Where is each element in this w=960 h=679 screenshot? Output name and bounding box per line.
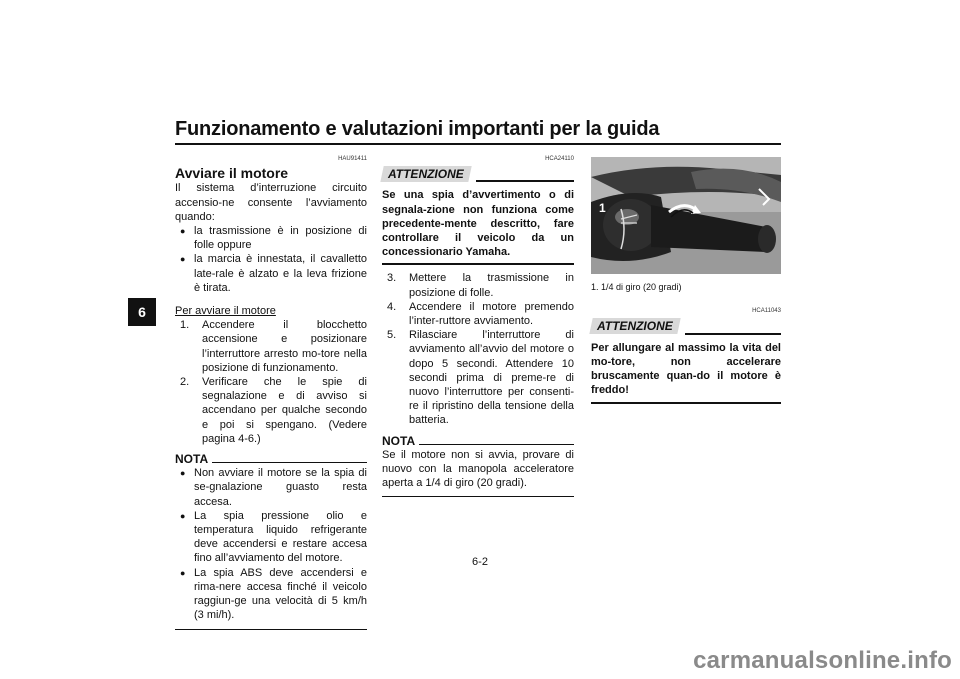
step-item: 4. Accendere il motore premendo l’inter-ruttore avviamento. <box>387 300 574 328</box>
throttle-figure <box>591 157 781 274</box>
caution-end-rule <box>591 402 781 404</box>
caution-text: Per allungare al massimo la vita del mo-tore, non accelerare bruscamente quan-do il motore è freddo! <box>591 341 781 397</box>
middle-column <box>382 152 574 497</box>
note-header: NOTA <box>175 452 367 466</box>
section-code: HAU91411 <box>338 156 367 162</box>
note-text: Se il motore non si avvia, provare di nuovo con la manopola acceleratore aperta a 1/4 di giro (20 gradi). <box>382 448 574 490</box>
figure-caption: 1. 1/4 di giro (20 gradi) <box>591 282 682 292</box>
bullet-icon: ● <box>180 567 186 578</box>
page-title: Funzionamento e valutazioni importanti per la guida <box>175 118 660 140</box>
note-end-rule <box>382 496 574 497</box>
step-item: 1. Accendere il blocchetto accensione e posizionare l’interruttore arresto mo-tore nella posizione di funzionamento. <box>180 319 367 374</box>
list-item: ● la trasmissione è in posizione di folle oppure <box>175 224 367 252</box>
subheading: Per avviare il motore <box>175 305 276 318</box>
list-item: ● Non avviare il motore se la spia di se-gnalazione guasto resta accesa. <box>175 466 367 509</box>
section-heading: Avviare il motore <box>175 165 289 182</box>
right-column <box>591 280 781 404</box>
note-header: NOTA <box>382 434 574 448</box>
bullet-icon: ● <box>180 226 186 237</box>
caution-header: ATTENZIONE <box>382 166 574 182</box>
section-code: HCA24110 <box>545 156 574 162</box>
page-number: 6-2 <box>472 556 488 568</box>
caution-header: ATTENZIONE <box>591 318 781 334</box>
section-code: HCA11043 <box>752 308 781 315</box>
chapter-tab: 6 <box>128 298 156 326</box>
list-item: ● la marcia è innestata, il cavalletto late-rale è alzato e la leva frizione è tirata. <box>175 252 367 295</box>
caution-text: Se una spia d’avvertimento o di segnala-zione non funziona come precedente-mente descritto, fare controllare il veicolo da un concessionario Yamaha. <box>382 189 574 259</box>
intro-text: Il sistema d’interruzione circuito accensio-ne consente l’avviamento quando: <box>175 182 367 223</box>
figure-callout: 1 <box>599 201 606 215</box>
caution-end-rule <box>382 263 574 265</box>
step-item: 2. Verificare che le spie di segnalazione e di avviso si accendano per qualche secondo e poi si spengano. (Vedere pagina 4-6.) <box>180 376 367 445</box>
watermark: carmanualsonline.info <box>693 647 952 674</box>
bullet-icon: ● <box>180 468 186 479</box>
note-end-rule <box>175 629 367 630</box>
step-item: 3. Mettere la trasmissione in posizione di folle. <box>387 272 574 299</box>
list-item: ● La spia pressione olio e temperatura liquido refrigerante deve accendersi e restare accesa fino all’avviamento del motore. <box>175 509 367 566</box>
list-item: ● La spia ABS deve accendersi e rima-nere accesa finché il veicolo raggiun-ge una velocità di 5 km/h (3 mi/h). <box>175 566 367 623</box>
bullet-icon: ● <box>180 254 186 265</box>
step-item: 5. Rilasciare l’interruttore di avviamento all’avvio del motore o dopo 5 secondi. Attendere 10 secondi prima di preme-re di nuovo l’interruttore per consenti-re il ripristino della tensione della batteria. <box>387 329 574 427</box>
handlebar-photo <box>591 157 781 274</box>
bullet-icon: ● <box>180 510 186 521</box>
title-rule <box>175 143 781 145</box>
